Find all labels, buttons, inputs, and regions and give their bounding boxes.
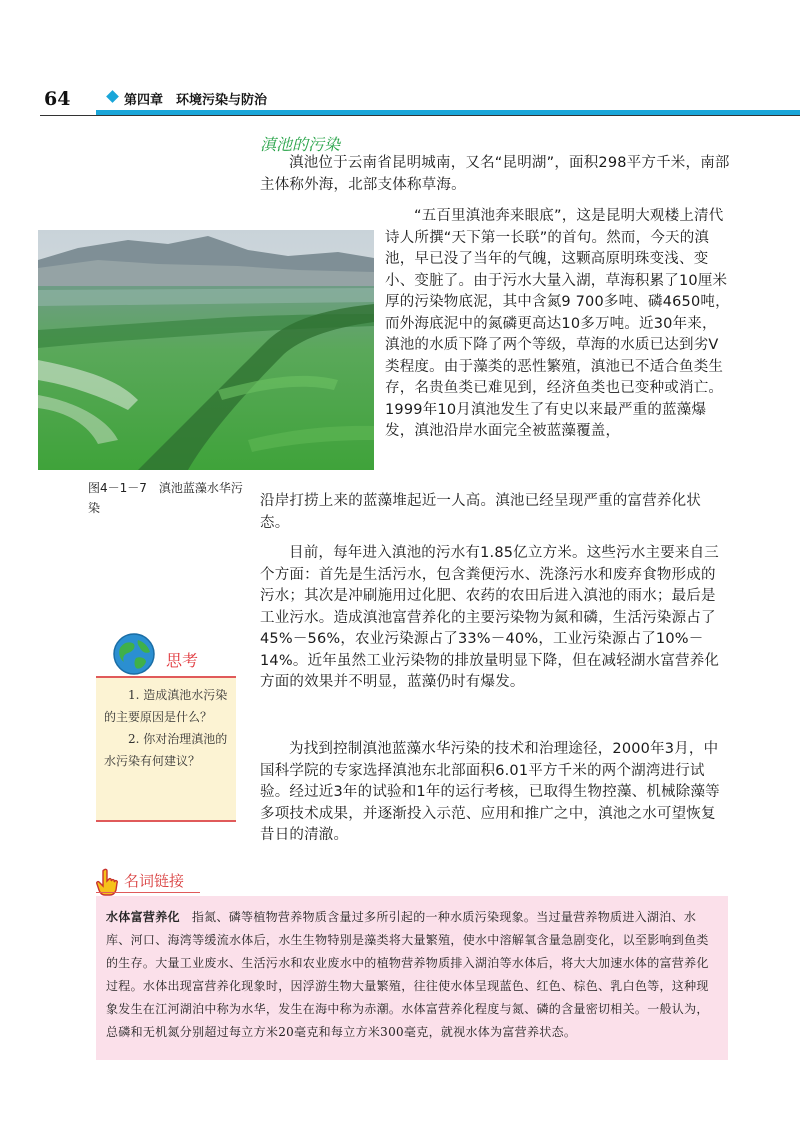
glossary-title: 名词链接: [124, 872, 185, 890]
figure-caption: 图4－1－7 滇池蓝藻水华污染: [88, 481, 243, 515]
think-box: [96, 676, 236, 822]
glossary-entry: [106, 906, 718, 1044]
body-paragraph-1: 滇池位于云南省昆明城南，又名“昆明湖”，面积298平方千米，南部主体称外海，北部支体称草海。: [260, 155, 730, 193]
diamond-icon: [106, 90, 119, 103]
lake-algae-photo: [38, 230, 374, 470]
header-divider: [40, 115, 800, 116]
body-paragraph-4: 为找到控制滇池蓝藻水华污染的技术和治理途径，2000年3月，中国科学院的专家选择滇池东北部面积6.01平方千米的两个湖湾进行试验。经过近3年的试验和1年的运行考核，已取得生物控藻、机械除藻等多项技术成果，并逐渐投入示范、应用和推广之中，滇池之水可望恢复昔日的清澈。: [260, 741, 720, 843]
page-number: 64: [44, 88, 71, 110]
globe-icon: [112, 632, 156, 676]
glossary-underline: [96, 892, 200, 893]
glossary-term: 水体富营养化: [106, 910, 180, 924]
think-question-1: 1. 造成滇池水污染的主要原因是什么？: [104, 688, 228, 724]
body-paragraph-3: 目前，每年进入滇池的污水有1.85亿立方米。这些污水主要来自三个方面：首先是生活污水，包含粪便污水、洗涤污水和废弃食物形成的污水；其次是冲刷施用过化肥、农药的农田后进入滇池的雨水；最后是工业污水。造成滇池富营养化的主要污染物为氮和磷，生活污染源占了45%－56%，农业污染源占了33%－40%，工业污染源占了10%－14%。近年虽然工业污染物的排放量明显下降，但在减轻湖水富营养化方面的效果并不明显，蓝藻仍时有爆发。: [260, 545, 720, 690]
glossary-box: [96, 896, 728, 1060]
body-paragraph-2-continued: 沿岸打捞上来的蓝藻堆起近一人高。滇池已经呈现严重的富营养化状态。: [260, 493, 701, 531]
think-title: 思考: [166, 651, 199, 670]
think-question-2: 2. 你对治理滇池的水污染有何建议？: [104, 732, 228, 768]
chapter-header: 第四章 环境污染与防治: [124, 93, 268, 108]
section-title: 滇池的污染: [260, 135, 341, 154]
glossary-definition: 指氮、磷等植物营养物质含量过多所引起的一种水质污染现象。当过量营养物质进入湖泊、水库、河口、海湾等缓流水体后，水生生物特别是藻类将大量繁殖，使水中溶解氧含量急剧变化，以至影响到鱼类的生存。大量工业废水、生活污水和农业废水中的植物营养物质排入湖泊等水体后，将大大加速水体的富营养化过程。水体出现富营养化现象时，因浮游生物大量繁殖，往往使水体呈现蓝色、红色、棕色、乳白色等，这种现象发生在江河湖泊中称为水华，发生在海中称为赤潮。水体富营养化程度与氮、磷的含量密切相关。一般认为，总磷和无机氮分别超过每立方米20毫克和每立方米300毫克，就视水体为富营养状态。: [106, 910, 709, 1039]
body-paragraph-2: “五百里滇池奔来眼底”，这是昆明大观楼上清代诗人所撰“天下第一长联”的首句。然而，今天的滇池，早已没了当年的气魄，这颗高原明珠变浅、变小、变脏了。由于污水大量入湖，草海积累了10厘米厚的污染物底泥，其中含氮9 700多吨、磷4650吨，而外海底泥中的氮磷更高达10多万吨。近30年来，滇池的水质下降了两个等级，草海的水质已达到劣Ⅴ类程度。由于藻类的恶性繁殖，滇池已不适合鱼类生存，名贵鱼类已难见到，经济鱼类也已变种或消亡。1999年10月滇池发生了有史以来最严重的蓝藻爆发，滇池沿岸水面完全被蓝藻覆盖，: [385, 208, 730, 439]
